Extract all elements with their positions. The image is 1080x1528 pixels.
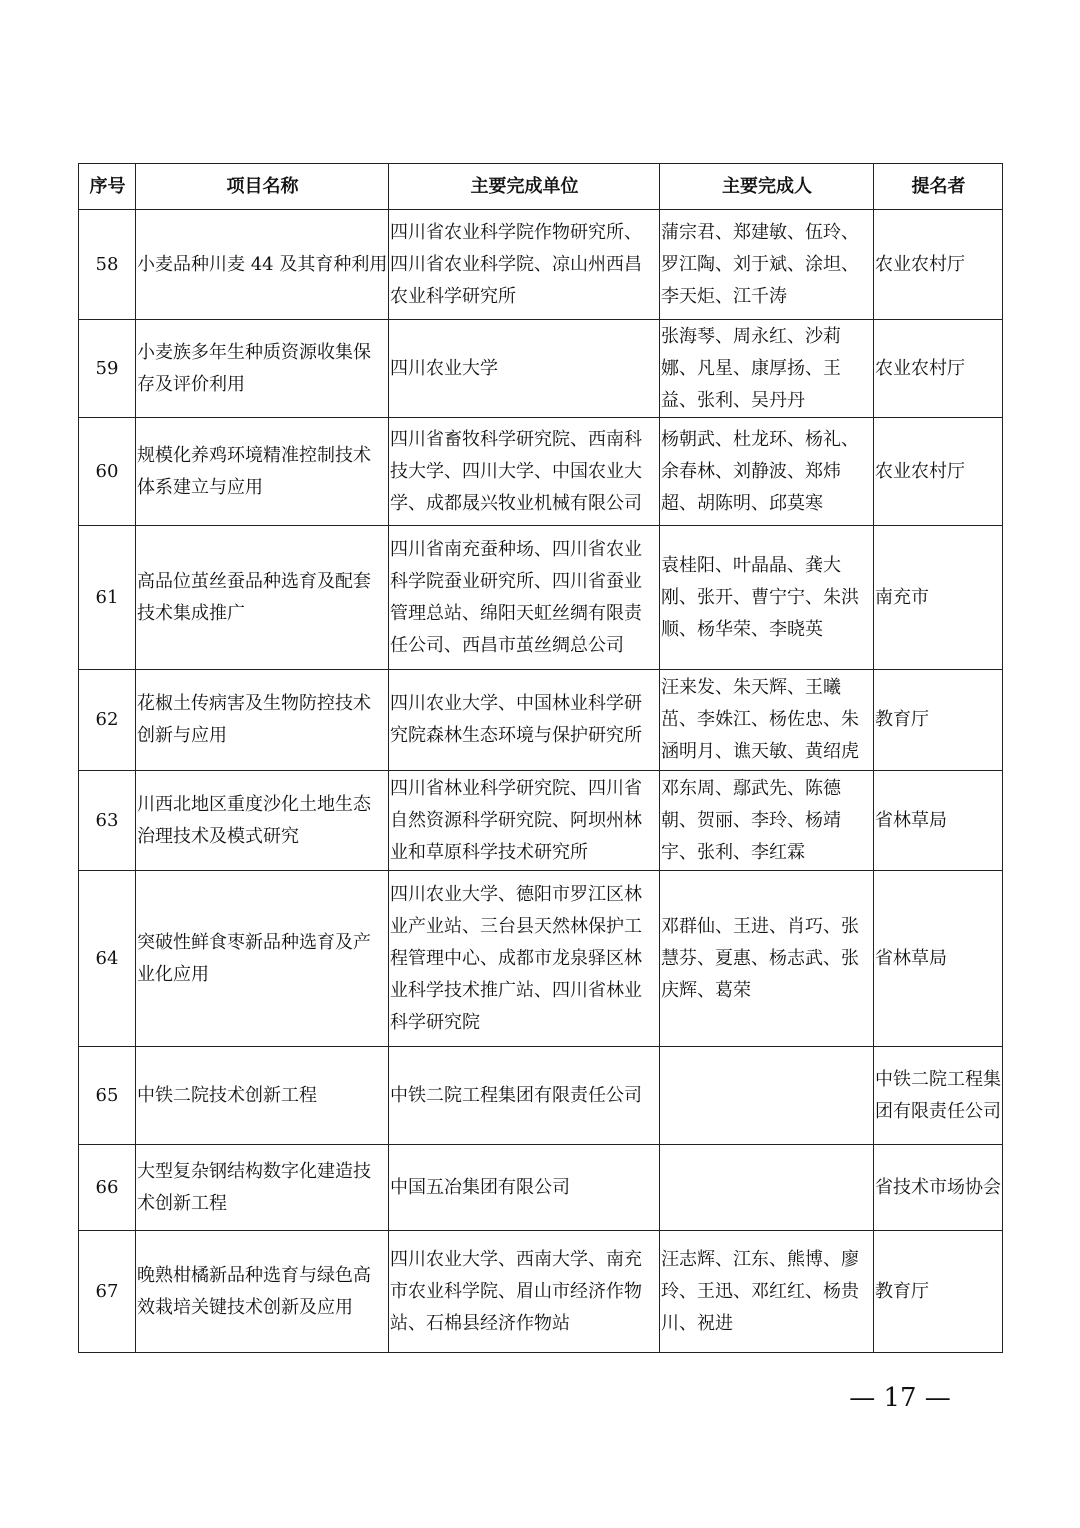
row-nominator: 农业农村厅 [874, 320, 1003, 418]
table-row [79, 1231, 1003, 1353]
page-number: — 17 — [849, 1383, 951, 1413]
row-units: 四川省南充蚕种场、四川省农业科学院蚕业研究所、四川省蚕业管理总站、绵阳天虹丝绸有限责任公司、西昌市茧丝绸总公司 [389, 526, 660, 670]
row-people: 张海琴、周永红、沙莉娜、凡星、康厚扬、王益、张利、吴丹丹 [660, 320, 874, 418]
header-project-name: 项目名称 [136, 164, 389, 210]
table-row [79, 210, 1003, 320]
row-people: 邓东周、鄢武先、陈德朝、贺丽、李玲、杨靖宇、张利、李红霖 [660, 771, 874, 871]
row-people: 汪志辉、江东、熊博、廖玲、王迅、邓红红、杨贵川、祝进 [660, 1231, 874, 1353]
row-people: 杨朝武、杜龙环、杨礼、余春林、刘静波、郑炜超、胡陈明、邱莫寒 [660, 418, 874, 526]
row-nominator: 教育厅 [874, 1231, 1003, 1353]
row-project-name: 规模化养鸡环境精准控制技术体系建立与应用 [136, 418, 389, 526]
row-nominator: 省林草局 [874, 871, 1003, 1047]
row-project-name: 晚熟柑橘新品种选育与绿色高效栽培关键技术创新及应用 [136, 1231, 389, 1353]
row-index: 63 [79, 771, 136, 871]
table-row [79, 320, 1003, 418]
row-index: 66 [79, 1145, 136, 1231]
row-project-name: 小麦品种川麦 44 及其育种利用 [136, 210, 389, 320]
row-project-name: 小麦族多年生种质资源收集保存及评价利用 [136, 320, 389, 418]
row-project-name: 川西北地区重度沙化土地生态治理技术及模式研究 [136, 771, 389, 871]
row-people: 蒲宗君、郑建敏、伍玲、罗江陶、刘于斌、涂坦、李天炬、江千涛 [660, 210, 874, 320]
row-index: 59 [79, 320, 136, 418]
row-units: 四川农业大学、中国林业科学研究院森林生态环境与保护研究所 [389, 670, 660, 771]
header-units: 主要完成单位 [389, 164, 660, 210]
awards-table [78, 163, 1003, 1353]
table-row [79, 1145, 1003, 1231]
row-units: 四川农业大学 [389, 320, 660, 418]
row-nominator: 中铁二院工程集团有限责任公司 [874, 1047, 1003, 1145]
row-units: 中铁二院工程集团有限责任公司 [389, 1047, 660, 1145]
table-row [79, 526, 1003, 670]
row-index: 58 [79, 210, 136, 320]
table-row [79, 670, 1003, 771]
row-index: 65 [79, 1047, 136, 1145]
row-nominator: 省技术市场协会 [874, 1145, 1003, 1231]
row-nominator: 农业农村厅 [874, 210, 1003, 320]
row-index: 62 [79, 670, 136, 771]
row-project-name: 花椒土传病害及生物防控技术创新与应用 [136, 670, 389, 771]
row-project-name: 中铁二院技术创新工程 [136, 1047, 389, 1145]
header-index: 序号 [79, 164, 136, 210]
row-units: 四川省林业科学研究院、四川省自然资源科学研究院、阿坝州林业和草原科学技术研究所 [389, 771, 660, 871]
row-index: 64 [79, 871, 136, 1047]
row-units: 中国五冶集团有限公司 [389, 1145, 660, 1231]
row-people [660, 1145, 874, 1231]
row-nominator: 南充市 [874, 526, 1003, 670]
table-row [79, 1047, 1003, 1145]
row-people [660, 1047, 874, 1145]
header-people: 主要完成人 [660, 164, 874, 210]
row-index: 67 [79, 1231, 136, 1353]
row-units: 四川省畜牧科学研究院、西南科技大学、四川大学、中国农业大学、成都晟兴牧业机械有限公司 [389, 418, 660, 526]
header-nominator: 提名者 [874, 164, 1003, 210]
row-units: 四川农业大学、德阳市罗江区林业产业站、三台县天然林保护工程管理中心、成都市龙泉驿区林业科学技术推广站、四川省林业科学研究院 [389, 871, 660, 1047]
row-index: 60 [79, 418, 136, 526]
row-index: 61 [79, 526, 136, 670]
row-project-name: 高品位茧丝蚕品种选育及配套技术集成推广 [136, 526, 389, 670]
table-row [79, 771, 1003, 871]
row-people: 汪来发、朱天辉、王曦茁、李姝江、杨佐忠、朱涵明月、谯天敏、黄绍虎 [660, 670, 874, 771]
table-row [79, 418, 1003, 526]
row-units: 四川农业大学、西南大学、南充市农业科学院、眉山市经济作物站、石棉县经济作物站 [389, 1231, 660, 1353]
row-project-name: 突破性鲜食枣新品种选育及产业化应用 [136, 871, 389, 1047]
row-nominator: 农业农村厅 [874, 418, 1003, 526]
row-units: 四川省农业科学院作物研究所、四川省农业科学院、凉山州西昌农业科学研究所 [389, 210, 660, 320]
row-nominator: 教育厅 [874, 670, 1003, 771]
row-project-name: 大型复杂钢结构数字化建造技术创新工程 [136, 1145, 389, 1231]
table-header-row [79, 164, 1003, 210]
row-nominator: 省林草局 [874, 771, 1003, 871]
row-people: 袁桂阳、叶晶晶、龚大刚、张开、曹宁宁、朱洪顺、杨华荣、李晓英 [660, 526, 874, 670]
row-people: 邓群仙、王进、肖巧、张慧芬、夏惠、杨志武、张庆辉、葛荣 [660, 871, 874, 1047]
table-row [79, 871, 1003, 1047]
